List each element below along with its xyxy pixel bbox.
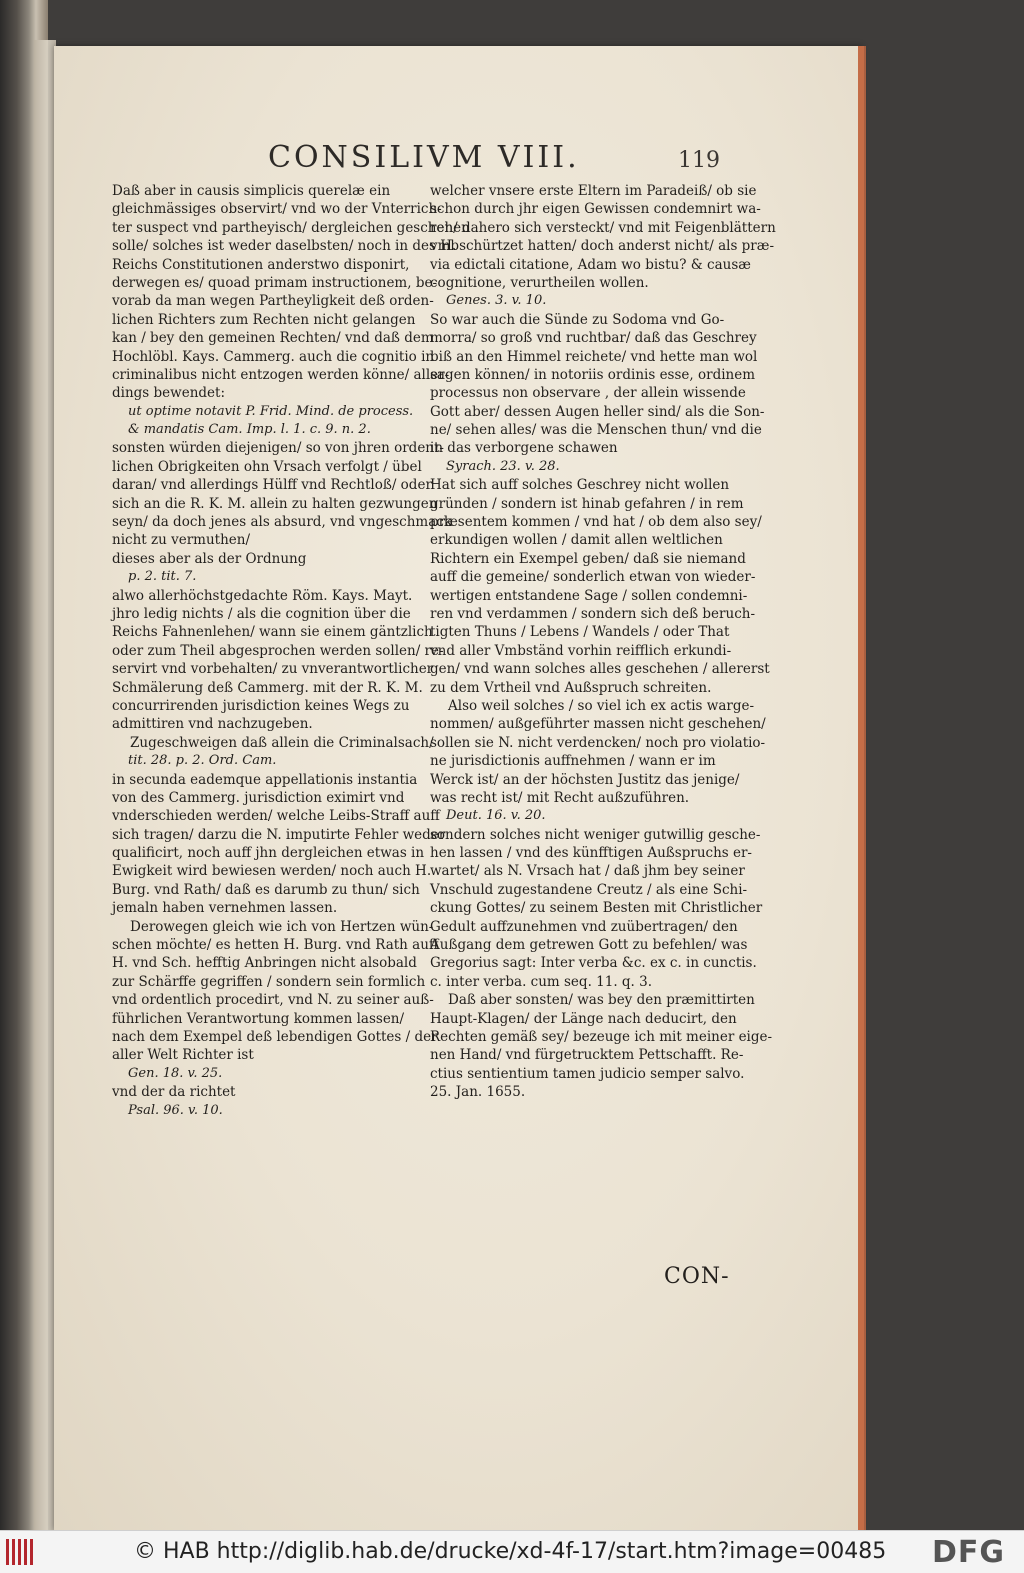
- text-line: was recht ist/ mit Recht außzuführen.: [430, 789, 690, 806]
- text-line: Hat sich auff solches Geschrey nicht wollen: [430, 477, 730, 494]
- viewer-footer: [0, 1530, 1024, 1573]
- text-line: Haupt-Klagen/ der Länge nach deducirt, den: [430, 1010, 737, 1027]
- text-line: vmbschürtzet hatten/ doch anderst nicht/ als præ-: [430, 238, 775, 255]
- text-line: sagen können/ in notoriis ordinis esse, ordinem: [430, 366, 756, 383]
- text-line: Burg. vnd Rath/ daß es darumb zu thun/ sich: [112, 881, 420, 898]
- text-line: H. vnd Sch. hefftig Anbringen nicht alsobald: [112, 955, 417, 972]
- text-line: Syrach. 23. v. 28.: [446, 458, 560, 474]
- left-column: [112, 182, 470, 1120]
- text-line: hen lassen / vnd des künfftigen Außspruchs er-: [430, 845, 752, 862]
- text-line: Gott aber/ dessen Augen heller sind/ als die Son-: [430, 403, 765, 420]
- text-line: schen möchte/ es hetten H. Burg. vnd Rath auff: [112, 937, 439, 954]
- text-line: sich an die R. K. M. allein zu halten gezwungen: [112, 495, 438, 512]
- right-column: [430, 182, 776, 1102]
- text-line: sondern solches nicht weniger gutwillig gesche-: [430, 826, 761, 843]
- text-line: sonsten würden diejenigen/ so von jhren ordent-: [112, 440, 444, 457]
- text-line: derwegen es/ quoad primam instructionem, be-: [112, 274, 438, 291]
- text-line: ctius sentientium tamen judicio semper salvo.: [430, 1065, 745, 1082]
- text-line: Zugeschweigen daß allein die Criminalsach/: [130, 734, 434, 751]
- text-line: ren vnd verdammen / sondern sich deß beruch-: [430, 605, 756, 622]
- text-line: Deut. 16. v. 20.: [446, 808, 546, 824]
- text-line: Gregorius sagt: Inter verba &c. ex c. in cunctis.: [430, 955, 757, 972]
- text-line: p. 2. tit. 7.: [128, 569, 197, 585]
- text-line: qualificirt, noch auff jhn dergleichen etwas in: [112, 845, 425, 862]
- text-line: dings bewendet:: [112, 385, 225, 402]
- text-line: schon durch jhr eigen Gewissen condemnirt wa-: [430, 201, 761, 218]
- text-line: Hochlöbl. Kays. Cammerg. auch die cognitio in: [112, 348, 435, 365]
- hab-logo-icon: [6, 1539, 36, 1565]
- text-line: führlichen Verantwortung kommen lassen/: [112, 1010, 405, 1027]
- text-line: gen/ vnd wann solches alles geschehen / allererst: [430, 661, 770, 678]
- text-line: nommen/ außgeführter massen nicht geschehen/: [430, 716, 766, 733]
- text-line: seyn/ da doch jenes als absurd, vnd vngeschmack: [112, 514, 453, 531]
- text-line: nach dem Exempel deß lebendigen Gottes / der: [112, 1028, 438, 1045]
- text-line: Außgang dem getrewen Gott zu befehlen/ was: [430, 937, 748, 954]
- text-line: Genes. 3. v. 10.: [446, 293, 547, 309]
- text-line: ut optime notavit P. Frid. Mind. de process.: [128, 403, 414, 419]
- text-line: in secunda eademque appellationis instantia: [112, 771, 418, 788]
- text-line: gleichmässiges observirt/ vnd wo der Vnterrich-: [112, 201, 442, 218]
- text-line: processus non observare , der allein wissende: [430, 385, 746, 402]
- text-line: aller Welt Richter ist: [112, 1047, 254, 1064]
- text-line: Gen. 18. v. 25.: [128, 1065, 223, 1081]
- text-line: 25. Jan. 1655.: [430, 1084, 526, 1101]
- text-line: Also weil solches / so viel ich ex actis warge-: [448, 697, 755, 714]
- text-line: Psal. 96. v. 10.: [128, 1102, 223, 1118]
- text-line: erkundigen wollen / damit allen weltlichen: [430, 532, 723, 549]
- text-line: wertigen entstandene Sage / sollen condemni-: [430, 587, 748, 604]
- text-line: ter suspect vnd partheyisch/ dergleichen geschehen: [112, 219, 470, 236]
- text-line: c. inter verba. cum seq. 11. q. 3.: [430, 973, 653, 990]
- text-line: Reichs Constitutionen anderstwo disponirt,: [112, 256, 410, 273]
- text-line: vnd aller Vmbständ vorhin reifflich erkundi-: [430, 642, 732, 659]
- text-line: Derowegen gleich wie ich von Hertzen wün-: [130, 918, 434, 935]
- text-line: von des Cammerg. jurisdiction eximirt vnd: [112, 789, 405, 806]
- dfg-logo: DFG: [932, 1535, 1006, 1570]
- text-line: & mandatis Cam. Imp. l. 1. c. 9. n. 2.: [128, 422, 371, 438]
- text-line: solle/ solches ist weder daselbsten/ noch in des H.: [112, 238, 457, 255]
- text-line: Richtern ein Exempel geben/ daß sie niemand: [430, 550, 746, 567]
- text-line: concurrirenden jurisdiction keines Wegs zu: [112, 697, 410, 714]
- text-line: morra/ so groß vnd ruchtbar/ daß das Geschrey: [430, 330, 757, 347]
- text-line: So war auch die Sünde zu Sodoma vnd Go-: [430, 311, 725, 328]
- text-line: zur Schärffe gegriffen / sondern sein formlich: [112, 973, 426, 990]
- text-line: kan / bey den gemeinen Rechten/ vnd daß dem: [112, 330, 434, 347]
- text-line: lichen Obrigkeiten ohn Vrsach verfolgt / übel: [112, 458, 422, 475]
- text-line: vnd ordentlich procedirt, vnd N. zu seiner auß-: [112, 992, 434, 1009]
- footer-copyright-link[interactable]: © HAB http://diglib.hab.de/drucke/xd-4f-17/start.htm?image=00485: [134, 1539, 887, 1564]
- text-line: vorab da man wegen Partheyligkeit deß orden-: [112, 293, 434, 310]
- text-line: via edictali citatione, Adam wo bistu? & causæ: [430, 256, 751, 273]
- text-line: tit. 28. p. 2. Ord. Cam.: [128, 753, 277, 769]
- text-line: wartet/ als N. Vrsach hat / daß jhm bey seiner: [430, 863, 745, 880]
- text-line: in das verborgene schawen: [430, 440, 618, 457]
- text-line: welcher vnsere erste Eltern im Paradeiß/ ob sie: [430, 183, 757, 199]
- text-line: gründen / sondern ist hinab gefahren / in rem: [430, 495, 744, 512]
- text-line: præsentem kommen / vnd hat / ob dem also sey/: [430, 514, 762, 531]
- text-line: Rechten gemäß sey/ bezeuge ich mit meiner eige-: [430, 1028, 773, 1045]
- text-line: ckung Gottes/ zu seinem Besten mit Christlicher: [430, 900, 763, 917]
- text-line: Werck ist/ an der höchsten Justitz das jenige/: [430, 771, 740, 788]
- text-line: nen Hand/ vnd fürgetrucktem Pettschafft. Re-: [430, 1047, 744, 1064]
- text-line: alwo allerhöchstgedachte Röm. Kays. Mayt.: [112, 587, 413, 604]
- text-line: tigten Thuns / Lebens / Wandels / oder That: [430, 624, 730, 641]
- text-line: Schmälerung deß Cammerg. mit der R. K. M.: [112, 679, 423, 696]
- text-line: nicht zu vermuthen/: [112, 532, 250, 549]
- text-line: oder zum Theil abgesprochen werden sollen/ re-: [112, 642, 444, 659]
- text-line: Ewigkeit wird bewiesen werden/ noch auch H.: [112, 863, 432, 880]
- text-line: lichen Richters zum Rechten nicht gelangen: [112, 311, 416, 328]
- text-line: ne jurisdictionis auffnehmen / wann er im: [430, 753, 716, 770]
- text-line: zu dem Vrtheil vnd Außspruch schreiten.: [430, 679, 712, 696]
- text-line: auff die gemeine/ sonderlich etwan von wieder-: [430, 569, 756, 586]
- page-red-edge: [858, 46, 864, 1530]
- text-line: Daß aber sonsten/ was bey den præmittirten: [448, 992, 755, 1009]
- text-line: jemaln haben vernehmen lassen.: [112, 900, 338, 917]
- text-line: ne/ sehen alles/ was die Menschen thun/ vnd die: [430, 422, 762, 439]
- text-line: Gedult auffzunehmen vnd zuübertragen/ den: [430, 918, 738, 935]
- text-line: jhro ledig nichts / als die cognition über die: [112, 605, 411, 622]
- text-line: Vnschuld zugestandene Creutz / als eine Schi-: [430, 881, 748, 898]
- text-line: ren/ dahero sich versteckt/ vnd mit Feigenblättern: [430, 219, 776, 236]
- page-number: 119: [678, 148, 720, 173]
- text-line: Reichs Fahnenlehen/ wann sie einem gäntzlich: [112, 624, 433, 641]
- text-line: criminalibus nicht entzogen werden könne/ aller-: [112, 366, 450, 383]
- text-line: daran/ vnd allerdings Hülff vnd Rechtloß/ oder: [112, 477, 432, 494]
- text-line: servirt vnd vorbehalten/ zu vnverantwortlicher: [112, 661, 434, 678]
- text-line: vnderschieden werden/ welche Leibs-Straff auff: [112, 808, 440, 825]
- text-line: Daß aber in causis simplicis querelæ ein: [112, 183, 391, 199]
- text-line: cognitione, verurtheilen wollen.: [430, 274, 649, 291]
- page-edge: [34, 40, 56, 1530]
- text-line: biß an den Himmel reichete/ vnd hette man wol: [430, 348, 758, 365]
- text-line: vnd der da richtet: [112, 1084, 236, 1101]
- text-line: dieses aber als der Ordnung: [112, 550, 307, 567]
- running-title: CONSILIVM VIII.: [268, 140, 580, 175]
- catchword: CON-: [664, 1264, 730, 1289]
- text-line: sollen sie N. nicht verdencken/ noch pro violatio-: [430, 734, 766, 751]
- text-line: sich tragen/ darzu die N. imputirte Fehler weder: [112, 826, 446, 843]
- text-line: admittiren vnd nachzugeben.: [112, 716, 313, 733]
